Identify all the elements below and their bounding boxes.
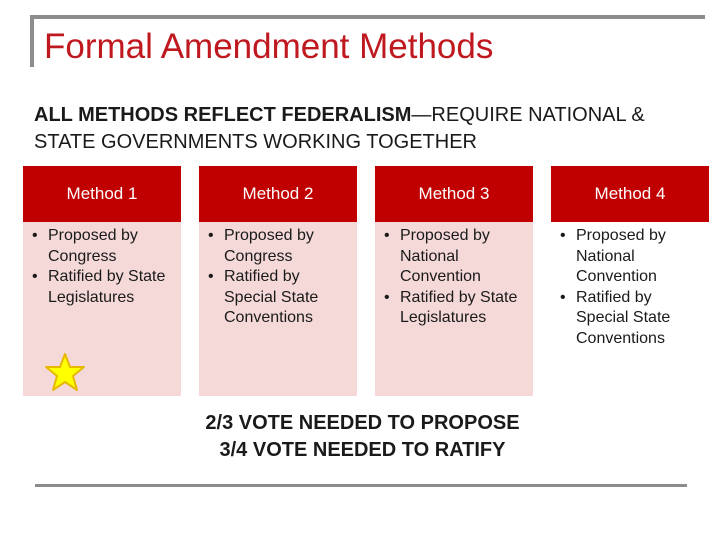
method-3-proposed: • Proposed by National Convention (384, 226, 527, 288)
method-1-list (32, 226, 175, 308)
method-2-header: Method 2 (199, 166, 357, 222)
method-2-body (199, 222, 357, 396)
slide-frame-bottom (35, 484, 687, 487)
method-2-list (208, 226, 351, 329)
method-3-ratified: • Ratified by State Legislatures (384, 288, 527, 329)
method-2-proposed: • Proposed by Congress (208, 226, 351, 267)
method-4-list (560, 226, 703, 349)
method-3-header: Method 3 (375, 166, 533, 222)
slide-frame-top (30, 15, 705, 19)
vote-propose-line: 2/3 VOTE NEEDED TO PROPOSE (205, 412, 520, 434)
slide-subtitle (34, 102, 654, 156)
method-3-list (384, 226, 527, 329)
subtitle-rest: —REQUIRE NATIONAL & STATE GOVERNMENTS WORKING TOGETHER (34, 104, 645, 153)
vote-ratify-line: 3/4 VOTE NEEDED TO RATIFY (219, 439, 506, 461)
method-1-ratified: • Ratified by State Legislatures (32, 267, 175, 308)
subtitle-bold: ALL METHODS REFLECT FEDERALISM (34, 104, 412, 126)
method-3-body (375, 222, 533, 396)
method-4-proposed: • Proposed by National Convention (560, 226, 703, 288)
method-2-ratified: • Ratified by Special State Conventions (208, 267, 351, 329)
vote-requirements (165, 410, 560, 464)
slide-title: Formal Amendment Methods (44, 27, 494, 66)
method-1-proposed: • Proposed by Congress (32, 226, 175, 267)
slide-frame-left (30, 15, 34, 67)
star-icon (44, 352, 86, 392)
method-1-header: Method 1 (23, 166, 181, 222)
method-4-body (551, 222, 709, 396)
method-4-ratified: • Ratified by Special State Conventions (560, 288, 703, 350)
method-4-header: Method 4 (551, 166, 709, 222)
